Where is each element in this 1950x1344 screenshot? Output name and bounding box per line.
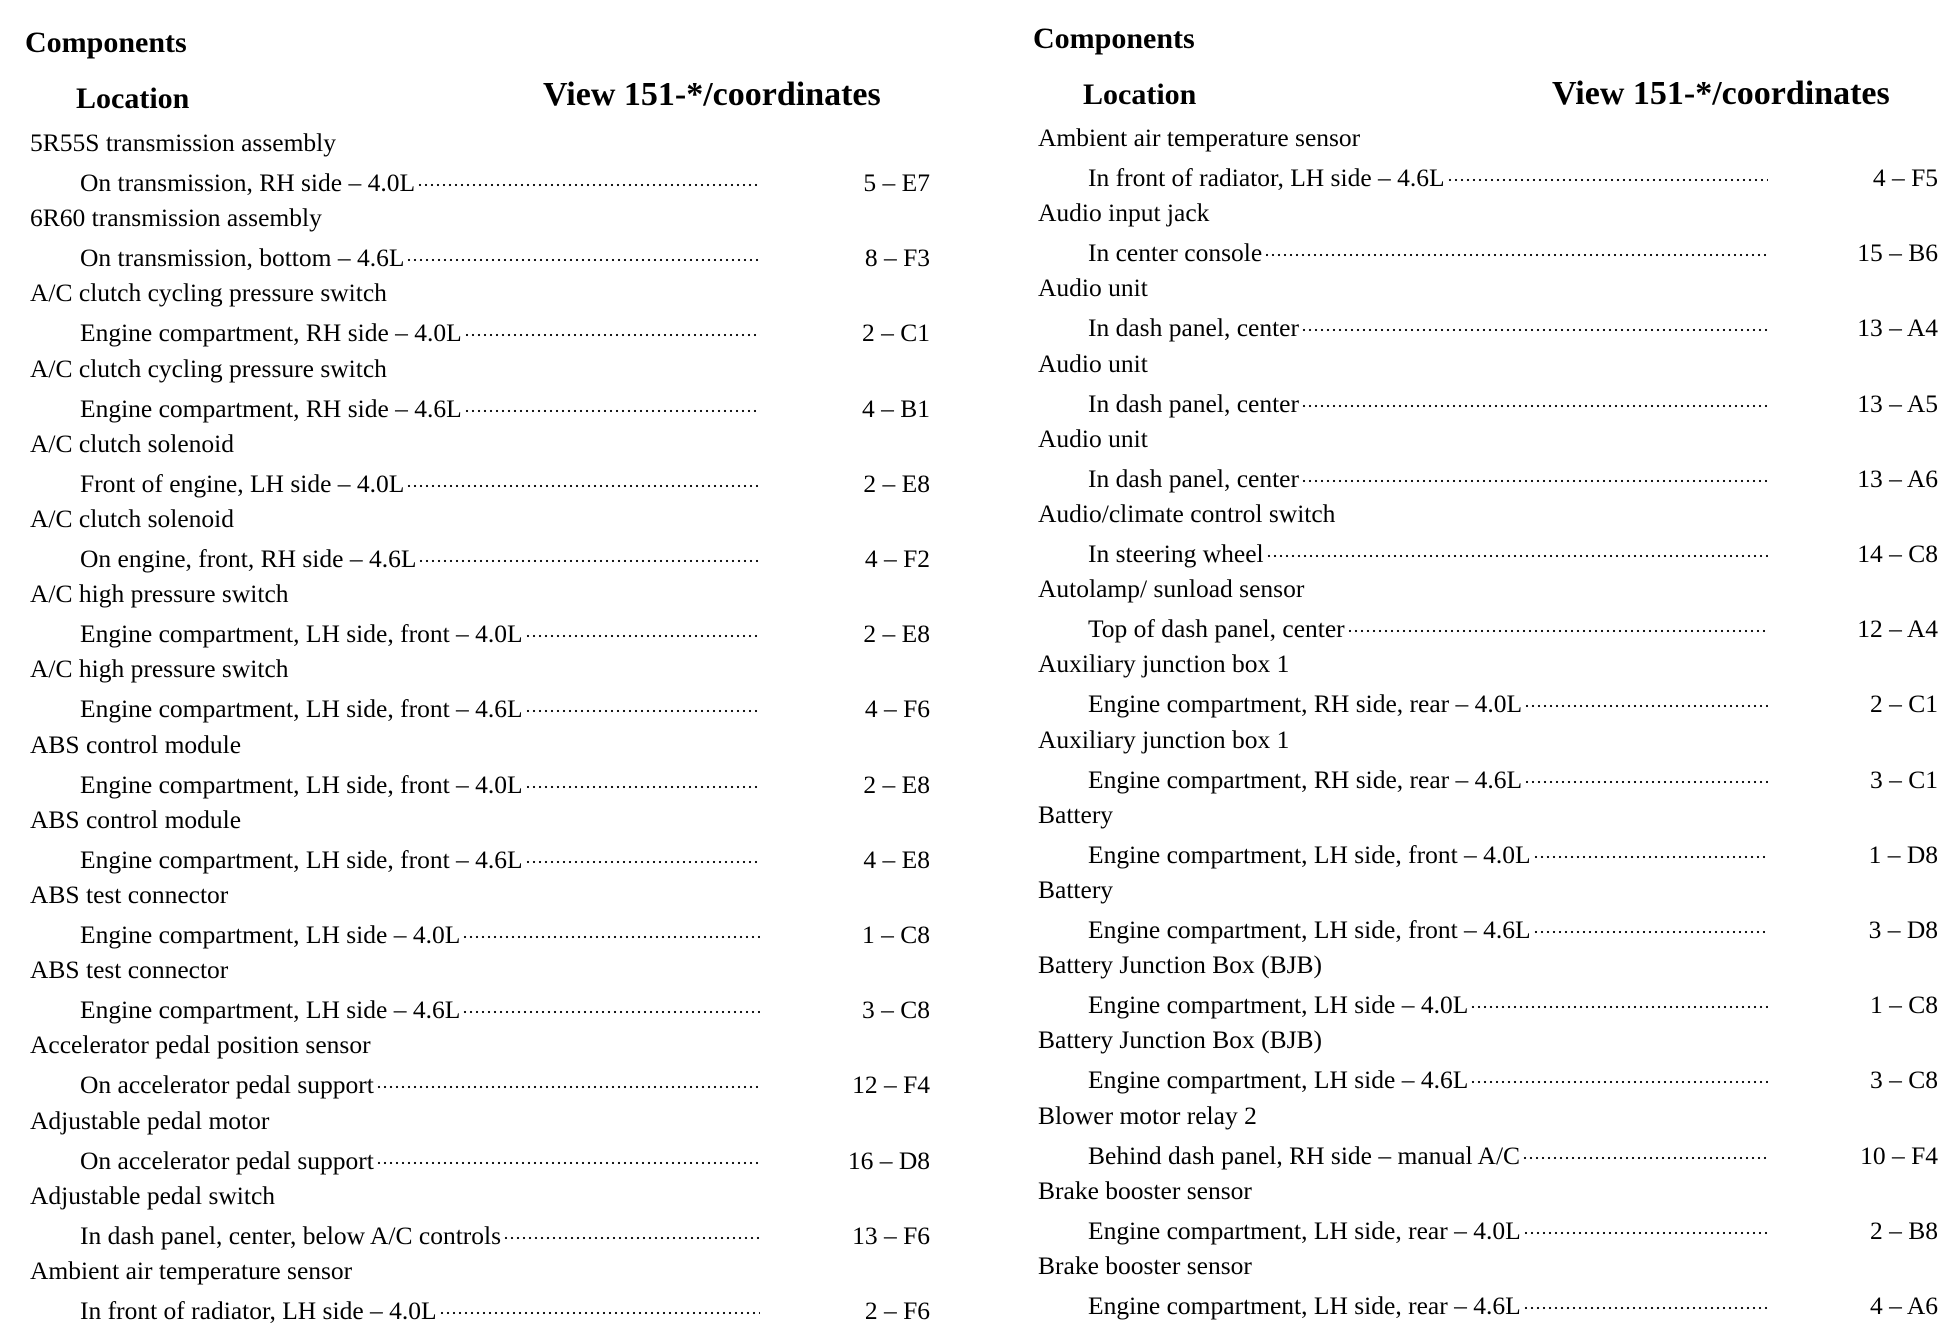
component-entry [30, 578, 930, 653]
location-row [1038, 680, 1938, 720]
left-location-header: Location [76, 82, 190, 115]
component-entry [30, 879, 930, 954]
location-row [1038, 1282, 1938, 1322]
location-row [30, 1061, 930, 1101]
component-location: Engine compartment, RH side – 4.6L [80, 393, 462, 423]
component-location: Front of engine, LH side – 4.0L [80, 468, 405, 498]
component-coordinate: 2 – C1 [1869, 689, 1938, 719]
component-entry [30, 1029, 930, 1104]
component-name: Battery Junction Box (BJB) [1038, 1025, 1323, 1055]
component-coordinate: 4 – F6 [864, 694, 930, 724]
left-components-title: Components [25, 26, 187, 59]
component-coordinate: 16 – D8 [847, 1145, 930, 1175]
dot-leader [525, 761, 760, 793]
location-row [30, 460, 930, 500]
component-name: ABS test connector [30, 955, 229, 985]
dot-leader [1447, 154, 1768, 186]
component-coordinate: 14 – C8 [1857, 539, 1938, 568]
component-coordinate: 3 – C8 [1869, 1065, 1938, 1095]
component-coordinate: 8 – F3 [864, 243, 930, 273]
component-location: In steering wheel [1088, 539, 1264, 568]
component-name: A/C high pressure switch [30, 579, 289, 609]
component-entry [1038, 724, 1938, 799]
component-coordinate: 4 – A6 [1869, 1291, 1938, 1320]
component-name: Auxiliary junction box 1 [1038, 649, 1290, 679]
component-coordinate: 10 – F4 [1860, 1140, 1938, 1170]
component-entry [30, 729, 930, 804]
component-entry [30, 127, 930, 202]
dot-leader [1266, 530, 1768, 562]
dot-leader [406, 234, 760, 266]
component-location: In dash panel, center, below A/C controls [80, 1220, 502, 1250]
dot-leader [1301, 455, 1768, 487]
dot-leader [417, 159, 760, 191]
component-entry [30, 1105, 930, 1180]
component-entry [1038, 1250, 1938, 1325]
component-coordinate: 13 – F6 [852, 1220, 930, 1250]
location-row [30, 385, 930, 425]
component-location: Engine compartment, RH side, rear – 4.6L [1088, 764, 1523, 794]
component-coordinate: 13 – A6 [1857, 463, 1938, 493]
location-row [1038, 304, 1938, 344]
location-row [1038, 1056, 1938, 1096]
component-location: On accelerator pedal support [80, 1070, 374, 1100]
component-entry [1038, 197, 1938, 272]
component-name: Autolamp/ sunload sensor [1038, 574, 1305, 604]
component-entry [1038, 122, 1938, 197]
location-row [30, 911, 930, 951]
component-location: Engine compartment, LH side, front – 4.0L [80, 619, 523, 649]
component-coordinate: 13 – A4 [1857, 313, 1938, 343]
component-name: ABS control module [30, 804, 242, 834]
component-name: Audio unit [1038, 348, 1148, 378]
component-entry [30, 804, 930, 879]
dot-leader [376, 1061, 760, 1093]
component-coordinate: 15 – B6 [1857, 238, 1938, 268]
location-row [30, 535, 930, 575]
component-coordinate: 4 – F2 [864, 544, 930, 573]
left-view-header: View 151-*/coordinates [543, 76, 881, 113]
location-row [30, 685, 930, 725]
component-entry [30, 954, 930, 1029]
component-entry [1038, 348, 1938, 423]
dot-leader [462, 986, 760, 1018]
dot-leader [418, 535, 760, 567]
right-location-header: Location [1083, 78, 1197, 111]
component-name: Battery [1038, 875, 1114, 904]
dot-leader [503, 1212, 760, 1244]
component-coordinate: 1 – C8 [1869, 990, 1938, 1020]
location-row [1038, 906, 1938, 946]
component-name: 6R60 transmission assembly [30, 203, 322, 233]
component-location: Engine compartment, LH side, rear – 4.0L [1088, 1215, 1521, 1245]
component-location: Top of dash panel, center [1088, 614, 1345, 644]
component-coordinate: 4 – E8 [863, 844, 930, 874]
component-name: Audio/climate control switch [1038, 499, 1336, 528]
dot-leader [376, 1137, 760, 1169]
component-name: Auxiliary junction box 1 [1038, 724, 1290, 754]
component-name: Battery [1038, 799, 1114, 829]
component-name: Ambient air temperature sensor [1038, 123, 1361, 152]
component-name: 5R55S transmission assembly [30, 128, 337, 157]
component-coordinate: 12 – A4 [1857, 614, 1938, 644]
location-row [30, 234, 930, 274]
component-coordinate: 2 – E8 [863, 619, 930, 649]
component-name: Audio unit [1038, 273, 1148, 303]
component-location: Engine compartment, LH side, front – 4.0L [80, 769, 523, 799]
component-name: ABS control module [30, 729, 242, 759]
location-row [30, 1212, 930, 1252]
component-entry [1038, 573, 1938, 648]
component-location: In center console [1088, 238, 1263, 268]
location-row [1038, 981, 1938, 1021]
dot-leader [525, 610, 760, 642]
location-row [30, 1137, 930, 1177]
location-row [30, 1287, 930, 1327]
component-coordinate: 4 – B1 [861, 393, 930, 423]
dot-leader [1470, 1056, 1768, 1088]
component-entry [1038, 1024, 1938, 1099]
component-name: A/C clutch cycling pressure switch [30, 278, 387, 308]
component-name: Accelerator pedal position sensor [30, 1030, 371, 1060]
location-row [1038, 605, 1938, 645]
component-entry [1038, 1100, 1938, 1175]
dot-leader [439, 1287, 760, 1319]
component-location: In dash panel, center [1088, 388, 1299, 418]
component-location: Engine compartment, RH side, rear – 4.0L [1088, 689, 1523, 719]
component-name: ABS test connector [30, 880, 229, 909]
component-coordinate: 13 – A5 [1857, 388, 1938, 418]
component-name: Brake booster sensor [1038, 1175, 1252, 1205]
component-entry [1038, 799, 1938, 874]
component-location: Engine compartment, LH side – 4.6L [80, 995, 461, 1025]
location-row [1038, 756, 1938, 796]
component-location: In front of radiator, LH side – 4.0L [80, 1296, 437, 1325]
component-entry [1038, 498, 1938, 573]
component-coordinate: 5 – E7 [863, 168, 930, 197]
component-coordinate: 3 – C8 [861, 995, 930, 1025]
component-location: On transmission, RH side – 4.0L [80, 168, 416, 197]
component-location: Engine compartment, LH side, front – 4.6L [80, 844, 523, 874]
dot-leader [1301, 304, 1768, 336]
dot-leader [464, 309, 760, 341]
dot-leader [1522, 1132, 1768, 1164]
component-entry [1038, 648, 1938, 723]
dot-leader [462, 911, 760, 943]
component-entry [30, 1180, 930, 1255]
component-coordinate: 4 – F5 [1872, 163, 1938, 192]
dot-leader [1524, 756, 1768, 788]
component-entry [1038, 423, 1938, 498]
right-components-title: Components [1033, 22, 1195, 55]
component-coordinate: 12 – F4 [852, 1070, 930, 1100]
location-row [1038, 380, 1938, 420]
dot-leader [1301, 380, 1768, 412]
component-location: Behind dash panel, RH side – manual A/C [1088, 1140, 1521, 1170]
component-name: A/C clutch solenoid [30, 428, 234, 458]
component-entry [30, 1255, 930, 1330]
component-coordinate: 1 – C8 [861, 920, 930, 949]
component-entry [1038, 874, 1938, 949]
component-name: A/C clutch solenoid [30, 504, 234, 533]
component-location: On engine, front, RH side – 4.6L [80, 544, 417, 573]
component-coordinate: 2 – E8 [863, 468, 930, 498]
dot-leader [1533, 831, 1768, 863]
dot-leader [1264, 229, 1768, 261]
component-name: Audio input jack [1038, 198, 1210, 228]
component-entry [30, 353, 930, 428]
dot-leader [525, 836, 760, 868]
component-location: Engine compartment, LH side, front – 4.0L [1088, 839, 1531, 869]
dot-leader [1470, 981, 1768, 1013]
component-location: Engine compartment, RH side – 4.0L [80, 318, 462, 348]
dot-leader [1347, 605, 1768, 637]
component-coordinate: 2 – B8 [1869, 1215, 1938, 1245]
component-coordinate: 3 – D8 [1868, 915, 1938, 944]
component-location: On accelerator pedal support [80, 1145, 374, 1175]
dot-leader [1533, 906, 1768, 938]
component-name: Brake booster sensor [1038, 1251, 1252, 1280]
location-row [1038, 154, 1938, 194]
component-location: Engine compartment, LH side, rear – 4.6L [1088, 1291, 1521, 1320]
component-coordinate: 2 – C1 [861, 318, 930, 348]
component-entry [1038, 272, 1938, 347]
component-name: A/C clutch cycling pressure switch [30, 353, 387, 383]
component-name: Audio unit [1038, 423, 1148, 453]
component-name: A/C high pressure switch [30, 654, 289, 684]
component-location: Engine compartment, LH side, front – 4.6L [80, 694, 523, 724]
component-name: Adjustable pedal switch [30, 1180, 276, 1210]
location-row [1038, 229, 1938, 269]
location-row [1038, 1132, 1938, 1172]
component-location: Engine compartment, LH side – 4.0L [1088, 990, 1469, 1020]
location-row [30, 309, 930, 349]
component-coordinate: 2 – E8 [863, 769, 930, 799]
component-coordinate: 3 – C1 [1869, 764, 1938, 794]
component-entry [30, 428, 930, 503]
component-name: Blower motor relay 2 [1038, 1100, 1257, 1130]
component-name: Adjustable pedal motor [30, 1105, 270, 1135]
location-row [30, 761, 930, 801]
dot-leader [464, 385, 760, 417]
component-location: Engine compartment, LH side – 4.6L [1088, 1065, 1469, 1095]
component-entry [30, 503, 930, 578]
right-view-header: View 151-*/coordinates [1552, 75, 1890, 112]
component-entry [30, 653, 930, 728]
component-name: Ambient air temperature sensor [30, 1256, 353, 1285]
dot-leader [1523, 1207, 1768, 1239]
location-row [1038, 530, 1938, 570]
component-location: In dash panel, center [1088, 463, 1299, 493]
component-entry [1038, 1175, 1938, 1250]
component-location: Engine compartment, LH side – 4.0L [80, 920, 461, 949]
location-row [1038, 831, 1938, 871]
location-row [1038, 455, 1938, 495]
component-coordinate: 2 – F6 [864, 1296, 930, 1325]
component-location: In dash panel, center [1088, 313, 1299, 343]
dot-leader [1523, 1282, 1768, 1314]
component-location: On transmission, bottom – 4.6L [80, 243, 405, 273]
location-row [1038, 1207, 1938, 1247]
dot-leader [525, 685, 760, 717]
component-location: Engine compartment, LH side, front – 4.6L [1088, 915, 1531, 944]
component-location: In front of radiator, LH side – 4.6L [1088, 163, 1445, 192]
component-entry [30, 202, 930, 277]
component-coordinate: 1 – D8 [1868, 839, 1938, 869]
dot-leader [406, 460, 760, 492]
dot-leader [1524, 680, 1768, 712]
location-row [30, 159, 930, 199]
component-entry [1038, 949, 1938, 1024]
component-name: Battery Junction Box (BJB) [1038, 950, 1323, 980]
location-row [30, 986, 930, 1026]
location-row [30, 836, 930, 876]
component-entry [30, 277, 930, 352]
location-row [30, 610, 930, 650]
